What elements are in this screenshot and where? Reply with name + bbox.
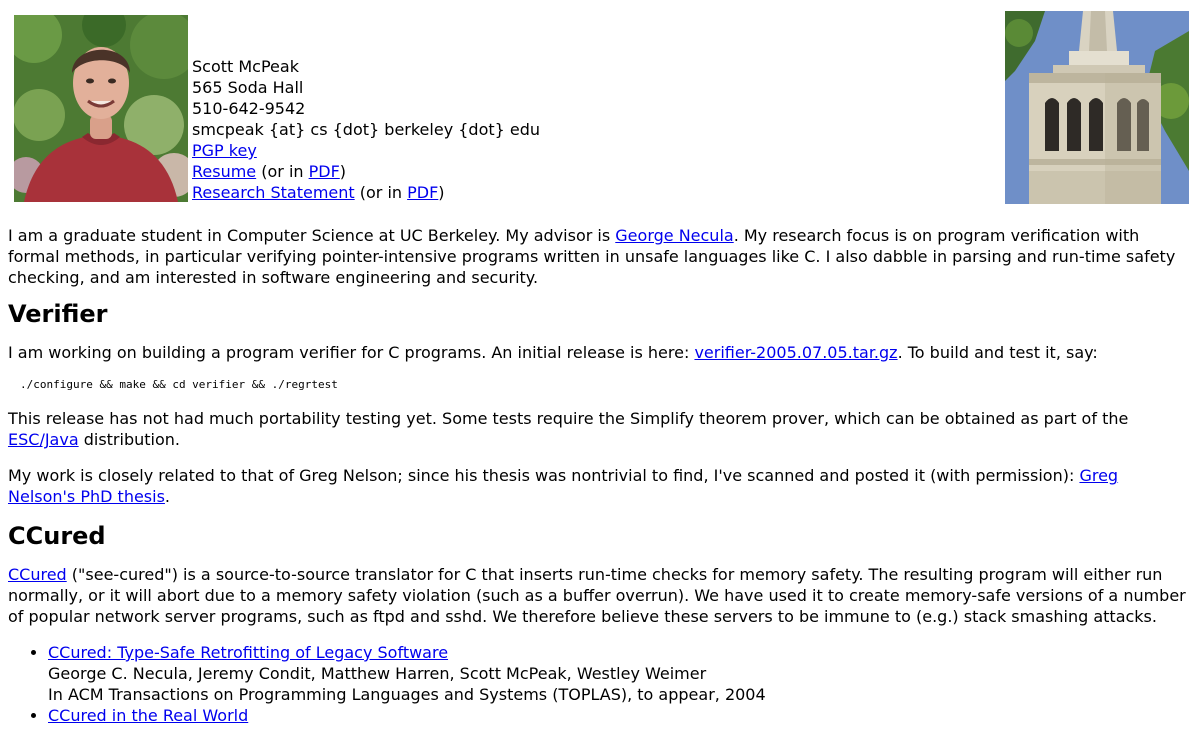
verifier-p2-text-1: This release has not had much portability testing yet. Some tests require the Simplify theorem prover, which can be obtained as part of the: [8, 409, 1129, 428]
verifier-p2-text-2: distribution.: [78, 430, 180, 449]
verifier-p1-text-2: . To build and test it, say:: [897, 343, 1098, 362]
resume-row: [192, 161, 540, 182]
campanile-image: [1005, 11, 1189, 204]
resume-or-text: (or in: [256, 162, 309, 181]
research-row: [192, 182, 540, 203]
research-or-text: (or in: [354, 183, 408, 202]
verifier-download-link[interactable]: verifier-2005.07.05.tar.gz: [694, 343, 898, 362]
contact-address: 565 Soda Hall: [192, 78, 304, 97]
intro-text-1: I am a graduate student in Computer Science at UC Berkeley. My advisor is: [8, 226, 616, 245]
pgp-row: [192, 140, 540, 161]
ccured-paragraph: [8, 564, 1188, 627]
ccured-heading: CCured: [8, 522, 106, 550]
paper-venue: In ACM Transactions on Programming Languages and Systems (TOPLAS), to appear, 2004: [48, 685, 766, 704]
portrait-image: [14, 15, 188, 202]
resume-link[interactable]: Resume: [192, 162, 257, 181]
paper-title-link[interactable]: CCured: Type-Safe Retrofitting of Legacy Software: [48, 643, 449, 662]
paper-authors: George C. Necula, Jeremy Condit, Matthew Harren, Scott McPeak, Westley Weimer: [48, 664, 707, 683]
pgp-key-link[interactable]: PGP key: [192, 141, 257, 160]
ccured-link[interactable]: CCured: [8, 565, 67, 584]
contact-phone: 510-642-9542: [192, 99, 306, 118]
research-pdf-link[interactable]: PDF: [407, 183, 439, 202]
portrait-photo: [14, 15, 188, 202]
main-content: [8, 225, 1188, 726]
build-command: ./configure && make && cd verifier && ./regrtest: [20, 378, 338, 391]
verifier-paragraph-1: [8, 342, 1188, 363]
esc-java-link[interactable]: ESC/Java: [8, 430, 79, 449]
list-item: [48, 642, 1188, 705]
research-close-text: ): [438, 183, 445, 202]
paper-title-link[interactable]: CCured in the Real World: [48, 706, 249, 725]
contact-email: smcpeak {at} cs {dot} berkeley {dot} edu: [192, 120, 541, 139]
intro-text-2: . My research focus is on program verification with formal methods, in particular verifying pointer-intensive programs written in unsafe languages like C. I also dabble in parsing and run-time safety checking, and am interested in software engineering and security.: [8, 226, 1176, 287]
verifier-p3-text-2: .: [164, 487, 171, 506]
verifier-p3-text-1: My work is closely related to that of Greg Nelson; since his thesis was nontrivial to find, I've scanned and posted it (with permission):: [8, 466, 1080, 485]
ccured-text: ("see-cured") is a source-to-source translator for C that inserts run-time checks for memory safety. The resulting program will either run normally, or it will abort due to a memory safety violation (such as a buffer overrun). We have used it to create memory-safe versions of a number of popular network server programs, such as ftpd and sshd. We therefore believe these servers to be immune to (e.g.) stack smashing attacks.: [8, 565, 1186, 626]
research-statement-link[interactable]: Research Statement: [192, 183, 355, 202]
list-item: [48, 705, 1188, 726]
resume-pdf-link[interactable]: PDF: [308, 162, 340, 181]
paper-list: [8, 642, 1188, 726]
advisor-link[interactable]: George Necula: [615, 226, 734, 245]
campanile-photo: [1005, 11, 1189, 204]
verifier-heading: Verifier: [8, 300, 108, 328]
resume-close-text: ): [339, 162, 347, 181]
intro-paragraph: [8, 225, 1188, 288]
nelson-thesis-link[interactable]: Greg Nelson's PhD thesis: [8, 466, 1119, 506]
verifier-p1-text-1: I am working on building a program verifier for C programs. An initial release is here:: [8, 343, 695, 362]
verifier-paragraph-2: [8, 408, 1188, 450]
verifier-paragraph-3: [8, 465, 1188, 507]
contact-name: Scott McPeak: [192, 57, 299, 76]
contact-info: [192, 56, 540, 203]
